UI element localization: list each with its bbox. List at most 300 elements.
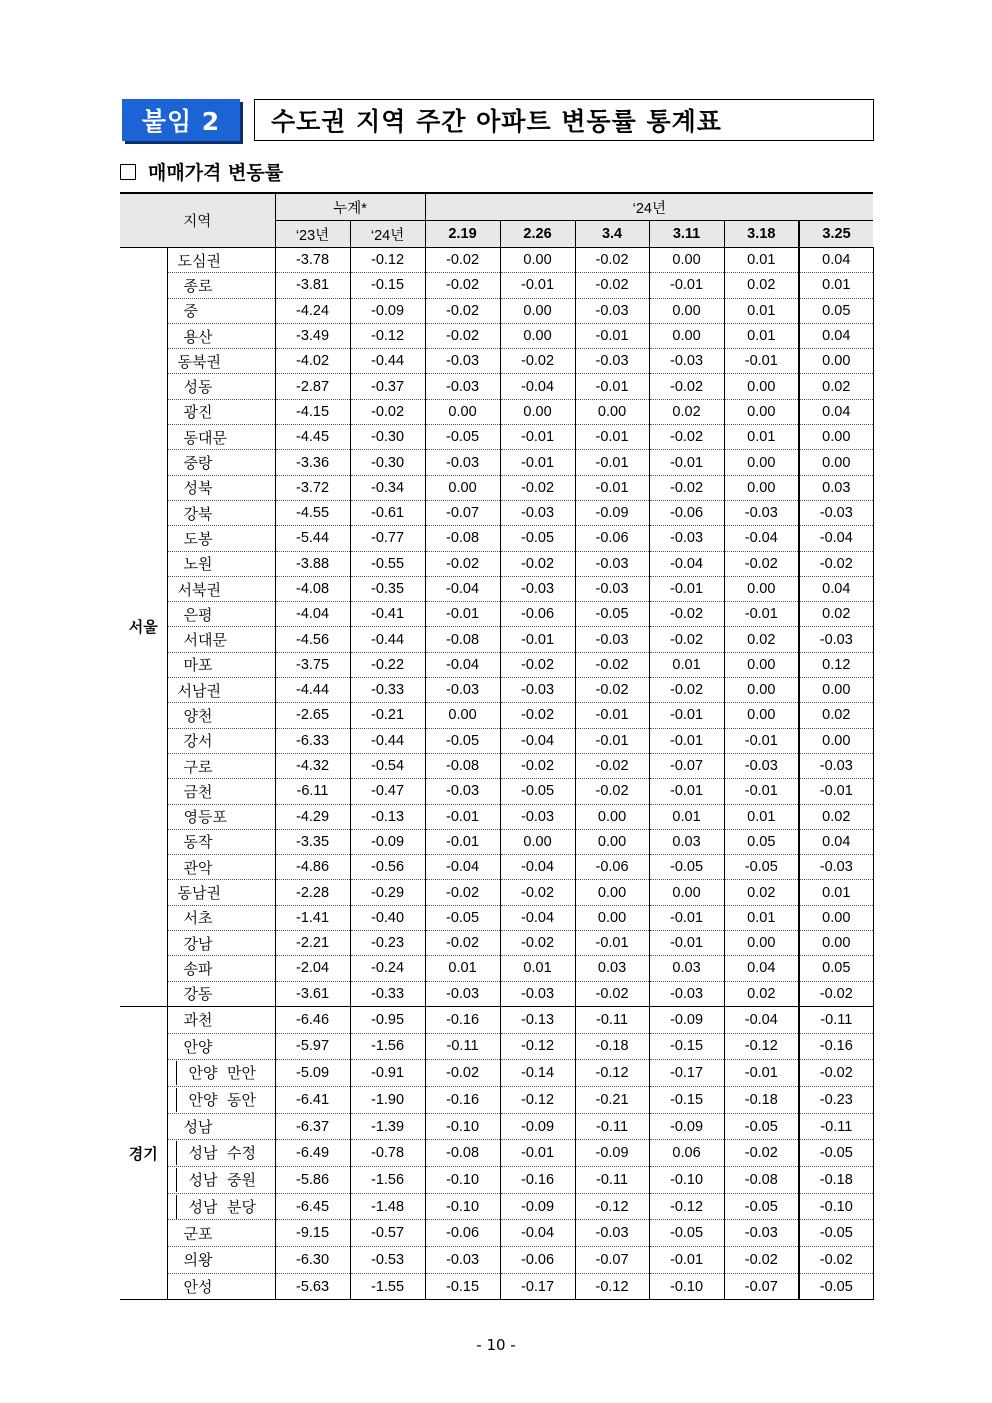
- value-cell: 0.02: [799, 703, 873, 728]
- value-cell: -3.81: [275, 273, 350, 298]
- value-cell: -0.08: [425, 526, 500, 551]
- value-cell: -0.01: [500, 273, 575, 298]
- price-change-table: [120, 192, 874, 1300]
- value-cell: -0.01: [425, 829, 500, 854]
- table-row: [120, 1033, 873, 1060]
- value-cell: -0.09: [500, 1113, 575, 1140]
- value-cell: -0.02: [799, 981, 873, 1006]
- value-cell: -0.02: [724, 1140, 799, 1167]
- value-cell: 0.05: [799, 298, 873, 323]
- value-cell: -0.01: [500, 425, 575, 450]
- value-cell: -0.01: [425, 804, 500, 829]
- value-cell: -0.10: [425, 1113, 500, 1140]
- value-cell: -3.35: [275, 829, 350, 854]
- value-cell: 0.00: [425, 475, 500, 500]
- value-cell: -0.16: [425, 1006, 500, 1033]
- value-cell: -0.02: [724, 551, 799, 576]
- value-cell: -0.47: [350, 779, 425, 804]
- value-cell: -0.02: [425, 323, 500, 348]
- table-row: [120, 703, 873, 728]
- value-cell: 0.03: [649, 829, 724, 854]
- value-cell: -0.12: [649, 1193, 724, 1220]
- value-cell: -5.63: [275, 1273, 350, 1300]
- value-cell: -0.23: [799, 1086, 873, 1113]
- value-cell: -0.05: [425, 728, 500, 753]
- value-cell: -0.04: [500, 855, 575, 880]
- value-cell: 0.04: [799, 576, 873, 601]
- value-cell: -0.02: [425, 273, 500, 298]
- value-cell: -0.05: [500, 526, 575, 551]
- value-cell: -0.77: [350, 526, 425, 551]
- value-cell: -0.01: [649, 931, 724, 956]
- value-cell: -6.41: [275, 1086, 350, 1113]
- region-name: 동북권: [167, 349, 275, 374]
- value-cell: 0.04: [799, 399, 873, 424]
- region-name: 서초: [167, 905, 275, 930]
- value-cell: -0.41: [350, 602, 425, 627]
- value-cell: -0.12: [575, 1273, 649, 1300]
- region-name: 은평: [167, 602, 275, 627]
- value-cell: -0.12: [575, 1193, 649, 1220]
- value-cell: 0.00: [575, 399, 649, 424]
- value-cell: -0.03: [425, 981, 500, 1006]
- value-cell: 0.00: [724, 703, 799, 728]
- value-cell: -0.04: [500, 905, 575, 930]
- value-cell: -0.03: [649, 981, 724, 1006]
- value-cell: 0.01: [724, 425, 799, 450]
- value-cell: -6.11: [275, 779, 350, 804]
- region-name: [167, 1086, 275, 1113]
- value-cell: -0.03: [724, 500, 799, 525]
- value-cell: -0.02: [649, 374, 724, 399]
- value-cell: -0.14: [500, 1060, 575, 1087]
- value-cell: 0.01: [425, 956, 500, 981]
- value-cell: -0.08: [425, 627, 500, 652]
- value-cell: 0.02: [724, 273, 799, 298]
- value-cell: -0.61: [350, 500, 425, 525]
- table-body: [120, 248, 873, 1300]
- table-row: [120, 855, 873, 880]
- value-cell: 0.02: [724, 981, 799, 1006]
- value-cell: -0.05: [799, 1273, 873, 1300]
- value-cell: -0.05: [649, 1220, 724, 1247]
- value-cell: -0.18: [724, 1086, 799, 1113]
- table-row: [120, 804, 873, 829]
- value-cell: -0.02: [500, 703, 575, 728]
- value-cell: -0.06: [500, 1247, 575, 1274]
- table-row: [120, 450, 873, 475]
- value-cell: -0.44: [350, 728, 425, 753]
- value-cell: 0.12: [799, 652, 873, 677]
- value-cell: -0.01: [575, 931, 649, 956]
- value-cell: 0.05: [724, 829, 799, 854]
- region-header: 지역: [120, 193, 275, 248]
- value-cell: -0.01: [575, 475, 649, 500]
- value-cell: -0.09: [575, 1140, 649, 1167]
- value-cell: -0.02: [500, 753, 575, 778]
- value-cell: -0.55: [350, 551, 425, 576]
- value-cell: -0.02: [575, 248, 649, 273]
- value-cell: -6.37: [275, 1113, 350, 1140]
- value-cell: 0.04: [799, 829, 873, 854]
- value-cell: -0.10: [649, 1167, 724, 1194]
- value-cell: -0.01: [649, 703, 724, 728]
- table-row: [120, 1086, 873, 1113]
- table-row: [120, 981, 873, 1006]
- table-row: [120, 956, 873, 981]
- value-cell: 0.04: [799, 248, 873, 273]
- value-cell: 0.01: [724, 905, 799, 930]
- region-name: 군포: [167, 1220, 275, 1247]
- value-cell: 0.00: [799, 349, 873, 374]
- region-name: 중: [167, 298, 275, 323]
- value-cell: 0.00: [724, 678, 799, 703]
- value-cell: -6.49: [275, 1140, 350, 1167]
- value-cell: -0.12: [724, 1033, 799, 1060]
- value-cell: -0.04: [500, 1220, 575, 1247]
- region-name: [167, 1167, 275, 1194]
- document-title-text: 수도권 지역 주간 아파트 변동률 통계표: [271, 107, 722, 136]
- value-cell: -0.04: [500, 728, 575, 753]
- value-cell: -0.09: [350, 829, 425, 854]
- value-cell: -0.15: [649, 1033, 724, 1060]
- value-cell: -0.37: [350, 374, 425, 399]
- col-header: 3.4: [575, 221, 649, 248]
- value-cell: -0.35: [350, 576, 425, 601]
- value-cell: -0.12: [500, 1033, 575, 1060]
- value-cell: -0.09: [350, 298, 425, 323]
- table-row: [120, 349, 873, 374]
- value-cell: -1.41: [275, 905, 350, 930]
- value-cell: -0.02: [575, 981, 649, 1006]
- value-cell: -0.53: [350, 1247, 425, 1274]
- table-row: [120, 728, 873, 753]
- value-cell: 0.00: [649, 298, 724, 323]
- value-cell: -0.91: [350, 1060, 425, 1087]
- value-cell: -1.56: [350, 1033, 425, 1060]
- value-cell: 0.00: [500, 248, 575, 273]
- value-cell: -0.13: [350, 804, 425, 829]
- subregion-name: 성남 중원: [176, 1168, 275, 1192]
- region-name: 도심권: [167, 248, 275, 273]
- value-cell: -0.03: [425, 374, 500, 399]
- value-cell: -0.05: [724, 1113, 799, 1140]
- region-name: 동남권: [167, 880, 275, 905]
- value-cell: -0.21: [350, 703, 425, 728]
- value-cell: -0.02: [425, 298, 500, 323]
- table-row: [120, 475, 873, 500]
- value-cell: -0.02: [500, 475, 575, 500]
- value-cell: 0.01: [799, 273, 873, 298]
- value-cell: -0.03: [799, 627, 873, 652]
- region-name: 도봉: [167, 526, 275, 551]
- table-row: [120, 1006, 873, 1033]
- value-cell: -0.06: [575, 526, 649, 551]
- value-cell: -2.87: [275, 374, 350, 399]
- value-cell: -0.02: [724, 1247, 799, 1274]
- table-row: [120, 1193, 873, 1220]
- table-row: [120, 425, 873, 450]
- region-name: 중랑: [167, 450, 275, 475]
- value-cell: -1.39: [350, 1113, 425, 1140]
- value-cell: 0.00: [649, 880, 724, 905]
- value-cell: -0.02: [500, 349, 575, 374]
- value-cell: -0.09: [575, 500, 649, 525]
- subregion-name: 성남 분당: [176, 1195, 275, 1219]
- region-name: 종로: [167, 273, 275, 298]
- region-name: 동대문: [167, 425, 275, 450]
- value-cell: -0.17: [500, 1273, 575, 1300]
- value-cell: -2.28: [275, 880, 350, 905]
- value-cell: -0.13: [500, 1006, 575, 1033]
- value-cell: 0.02: [724, 880, 799, 905]
- value-cell: -0.02: [649, 425, 724, 450]
- table-row: [120, 627, 873, 652]
- value-cell: -0.44: [350, 349, 425, 374]
- value-cell: 0.05: [799, 956, 873, 981]
- value-cell: -0.02: [500, 551, 575, 576]
- value-cell: 0.00: [575, 829, 649, 854]
- value-cell: -0.44: [350, 627, 425, 652]
- value-cell: -0.11: [575, 1167, 649, 1194]
- value-cell: -0.01: [649, 576, 724, 601]
- value-cell: -0.05: [649, 855, 724, 880]
- value-cell: -0.01: [649, 779, 724, 804]
- value-cell: -9.15: [275, 1220, 350, 1247]
- value-cell: -0.30: [350, 425, 425, 450]
- value-cell: -0.02: [799, 551, 873, 576]
- value-cell: 0.02: [724, 627, 799, 652]
- value-cell: -0.09: [500, 1193, 575, 1220]
- value-cell: 0.00: [799, 931, 873, 956]
- value-cell: -0.18: [575, 1033, 649, 1060]
- value-cell: -0.03: [724, 753, 799, 778]
- value-cell: -0.03: [575, 551, 649, 576]
- col-header: 3.11: [649, 221, 724, 248]
- value-cell: -0.08: [425, 753, 500, 778]
- value-cell: -0.03: [500, 678, 575, 703]
- value-cell: -0.15: [649, 1086, 724, 1113]
- table-row: [120, 829, 873, 854]
- region-name: 안양: [167, 1033, 275, 1060]
- region-name: 서대문: [167, 627, 275, 652]
- value-cell: -0.01: [575, 425, 649, 450]
- value-cell: -0.10: [425, 1193, 500, 1220]
- value-cell: 0.00: [575, 880, 649, 905]
- value-cell: -5.97: [275, 1033, 350, 1060]
- table-row: [120, 1060, 873, 1087]
- value-cell: -0.12: [350, 323, 425, 348]
- value-cell: -0.01: [649, 905, 724, 930]
- table-row: [120, 1140, 873, 1167]
- value-cell: -0.03: [575, 576, 649, 601]
- subregion-name: 안양 동안: [176, 1088, 275, 1112]
- value-cell: -4.15: [275, 399, 350, 424]
- value-cell: -0.40: [350, 905, 425, 930]
- value-cell: 0.03: [799, 475, 873, 500]
- table-row: [120, 374, 873, 399]
- value-cell: -0.33: [350, 678, 425, 703]
- value-cell: -0.04: [425, 855, 500, 880]
- value-cell: -0.01: [575, 323, 649, 348]
- value-cell: -4.56: [275, 627, 350, 652]
- value-cell: -0.03: [425, 678, 500, 703]
- value-cell: -4.04: [275, 602, 350, 627]
- value-cell: -0.07: [425, 500, 500, 525]
- region-name: 서북권: [167, 576, 275, 601]
- table-row: [120, 526, 873, 551]
- region-name: 성북: [167, 475, 275, 500]
- value-cell: -0.02: [500, 652, 575, 677]
- value-cell: -0.17: [649, 1060, 724, 1087]
- value-cell: -0.05: [724, 855, 799, 880]
- value-cell: 0.00: [799, 905, 873, 930]
- value-cell: 0.06: [649, 1140, 724, 1167]
- value-cell: -0.34: [350, 475, 425, 500]
- value-cell: 0.02: [799, 804, 873, 829]
- value-cell: -0.03: [500, 576, 575, 601]
- value-cell: -0.02: [799, 1060, 873, 1087]
- value-cell: 0.01: [500, 956, 575, 981]
- value-cell: -0.01: [649, 450, 724, 475]
- value-cell: -0.12: [575, 1060, 649, 1087]
- value-cell: -2.65: [275, 703, 350, 728]
- value-cell: -0.03: [425, 349, 500, 374]
- value-cell: 0.00: [724, 652, 799, 677]
- subregion-name: 안양 만안: [176, 1061, 275, 1085]
- value-cell: 0.00: [724, 576, 799, 601]
- value-cell: -2.04: [275, 956, 350, 981]
- table-row: [120, 298, 873, 323]
- region-name: [167, 1140, 275, 1167]
- value-cell: 0.00: [500, 323, 575, 348]
- value-cell: -0.05: [425, 425, 500, 450]
- value-cell: -3.36: [275, 450, 350, 475]
- value-cell: -0.07: [724, 1273, 799, 1300]
- value-cell: -0.16: [500, 1167, 575, 1194]
- region-name: 강북: [167, 500, 275, 525]
- value-cell: -4.08: [275, 576, 350, 601]
- value-cell: -0.01: [724, 1060, 799, 1087]
- value-cell: -0.03: [649, 349, 724, 374]
- value-cell: -3.72: [275, 475, 350, 500]
- value-cell: 0.00: [500, 829, 575, 854]
- value-cell: -0.01: [724, 779, 799, 804]
- value-cell: -0.15: [350, 273, 425, 298]
- year-header: ‘24년: [425, 193, 873, 221]
- value-cell: -0.02: [425, 551, 500, 576]
- region-name: [167, 1193, 275, 1220]
- value-cell: -0.04: [649, 551, 724, 576]
- value-cell: -0.02: [649, 678, 724, 703]
- value-cell: -0.02: [649, 627, 724, 652]
- value-cell: -0.03: [724, 1220, 799, 1247]
- value-cell: -0.06: [425, 1220, 500, 1247]
- value-cell: -0.07: [575, 1247, 649, 1274]
- value-cell: 0.00: [500, 399, 575, 424]
- value-cell: 0.02: [799, 602, 873, 627]
- value-cell: -0.33: [350, 981, 425, 1006]
- table-row: [120, 1113, 873, 1140]
- subregion-name: 성남 수정: [176, 1141, 275, 1165]
- table-row: [120, 678, 873, 703]
- value-cell: 0.01: [724, 298, 799, 323]
- value-cell: -0.06: [575, 855, 649, 880]
- region-name: 성동: [167, 374, 275, 399]
- value-cell: -0.02: [575, 779, 649, 804]
- region-name: 마포: [167, 652, 275, 677]
- appendix-badge: 붙임 2: [122, 99, 240, 141]
- value-cell: -4.02: [275, 349, 350, 374]
- value-cell: -0.04: [799, 526, 873, 551]
- region-name: 양천: [167, 703, 275, 728]
- value-cell: -3.78: [275, 248, 350, 273]
- region-name: 동작: [167, 829, 275, 854]
- region-name: 금천: [167, 779, 275, 804]
- table-row: [120, 905, 873, 930]
- table-row: [120, 248, 873, 273]
- region-name: 송파: [167, 956, 275, 981]
- value-cell: -0.01: [724, 728, 799, 753]
- value-cell: -0.11: [575, 1006, 649, 1033]
- value-cell: -4.86: [275, 855, 350, 880]
- value-cell: -0.05: [425, 905, 500, 930]
- table-row: [120, 576, 873, 601]
- value-cell: 0.01: [649, 804, 724, 829]
- value-cell: -0.04: [724, 1006, 799, 1033]
- region-name: 용산: [167, 323, 275, 348]
- region-group-label: 서울: [120, 248, 167, 1007]
- value-cell: -4.55: [275, 500, 350, 525]
- value-cell: -0.01: [575, 450, 649, 475]
- table-row: [120, 323, 873, 348]
- value-cell: -0.03: [575, 1220, 649, 1247]
- table-row: [120, 500, 873, 525]
- table-row: [120, 1247, 873, 1274]
- value-cell: -4.29: [275, 804, 350, 829]
- value-cell: -0.18: [799, 1167, 873, 1194]
- value-cell: -0.01: [575, 728, 649, 753]
- value-cell: -0.01: [799, 779, 873, 804]
- table-row: [120, 931, 873, 956]
- value-cell: -4.45: [275, 425, 350, 450]
- table-row: [120, 273, 873, 298]
- value-cell: -0.05: [575, 602, 649, 627]
- value-cell: -0.02: [575, 273, 649, 298]
- value-cell: 0.00: [724, 450, 799, 475]
- value-cell: -0.16: [425, 1086, 500, 1113]
- value-cell: -0.01: [575, 374, 649, 399]
- value-cell: 0.04: [799, 323, 873, 348]
- value-cell: -0.03: [799, 500, 873, 525]
- value-cell: -0.78: [350, 1140, 425, 1167]
- region-name: 관악: [167, 855, 275, 880]
- value-cell: -0.02: [500, 880, 575, 905]
- value-cell: -0.30: [350, 450, 425, 475]
- col-header: 2.19: [425, 221, 500, 248]
- value-cell: -0.02: [425, 880, 500, 905]
- value-cell: -3.75: [275, 652, 350, 677]
- value-cell: -4.32: [275, 753, 350, 778]
- table-row: [120, 779, 873, 804]
- value-cell: -0.54: [350, 753, 425, 778]
- region-name: 서남권: [167, 678, 275, 703]
- value-cell: -0.01: [500, 627, 575, 652]
- value-cell: 0.00: [799, 728, 873, 753]
- value-cell: -1.55: [350, 1273, 425, 1300]
- value-cell: -1.48: [350, 1193, 425, 1220]
- table-row: [120, 1167, 873, 1194]
